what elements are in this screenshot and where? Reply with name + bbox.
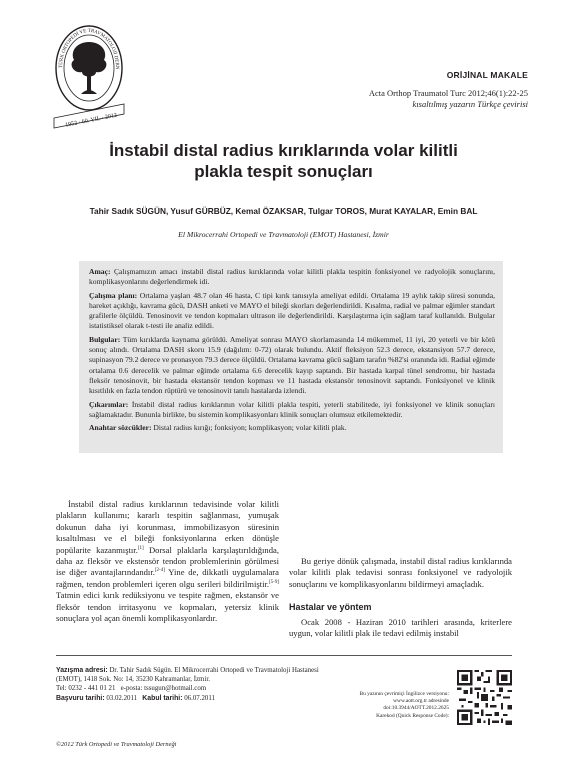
title-line-1: İnstabil distal radius kırıklarında volar kilitli (109, 141, 458, 160)
body-column-left (56, 499, 279, 624)
abstract-keywords: Anahtar sözcükler: Distal radius kırığı; fonksiyon; komplikasyon; volar kilitli plak. (89, 423, 347, 433)
affiliation: El Mikrocerrahi Ortopedi ve Travmatoloji (EMOT) Hastanesi, İzmir (178, 230, 389, 239)
citation-note: kısaltılmış yazarın Türkçe çevirisi (412, 99, 528, 109)
logo-ring-text: TÜRK ORTOPEDİ VE TRAVMATOLOJİ DERN (58, 28, 120, 70)
article-title (0, 140, 567, 182)
body-paragraph: Bu geriye dönük çalışmada, instabil distal radius kırıklarında volar kilitli plak tedavisi sonrası fonksiyonel ve radyolojik sonuçlarını ve komplikasyonlarını bildirmeyi amaçladık. (289, 556, 512, 589)
contact-line: Tel: 0232 - 441 01 21 e-posta: tssugun@hotmail.com (56, 685, 207, 693)
footer-divider (56, 655, 512, 656)
reference-marker: [1] (137, 545, 144, 551)
body-paragraph: Ocak 2008 - Haziran 2010 tarihleri arasında, kriterlere uygun, volar kilitli plak ile tedavi edilmiş instabil (289, 616, 512, 639)
abstract-box (79, 261, 503, 453)
citation (369, 88, 528, 110)
qr-code-icon (457, 670, 512, 725)
correspondence-address: Yazışma adresi: Dr. Tahir Sadık Sügün. El Mikrocerrahi Ortopedi ve Travmatoloji Hastanesi (EMOT), 1418 Sok. No: 14, 35230 Kahramanlar, İzmir. (56, 667, 319, 684)
abstract-aim: Amaç: Çalışmamızın amacı instabil distal radius kırıklarında volar kilitli plakla tespitin fonksiyonel ve radyolojik sonuçlarını, komplikasyonlarını değerlendirmek idi. (89, 267, 495, 287)
logo-banner-text: 1952 · 60. YIL · 2012 (64, 112, 118, 129)
author-list: Tahir Sadık SÜGÜN, Yusuf GÜRBÜZ, Kemal ÖZAKSAR, Tulgar TOROS, Murat KAYALAR, Emin BAL (89, 206, 478, 216)
reference-marker: [2-4] (154, 568, 165, 574)
online-version-note: Bu yazının çevrimiçi İngilizce versiyonu: www.aott.org.tr adresinde doi:10.3944/AOTT.2012.2625 Karekod (Quick Response Code): (359, 691, 449, 719)
body-column-right (289, 556, 512, 639)
dates-line: Başvuru tarihi: 03.02.2011 Kabul tarihi: 06.07.2011 (56, 694, 215, 702)
journal-citation: Acta Orthop Traumatol Turc 2012;46(1):22-25 (368, 88, 528, 98)
body-paragraph: İnstabil distal radius kırıklarının tedavisinde volar kilitli plakların kullanımı; kararlı tespitin sağlanması, yumuşak dokunun daha iyi korunması, immobilizasyon süresinin kısaltılması ve el bileği fonksiyonlarına erken dönüşle popülarite kazanmıştır.[1] Dorsal plaklarla karşılaştırıldığında, daha az fleksör ve ekstensör tendon problemlerinin görülmesi ise diğer avantajlarındandır.[2-4] Yine de, dikkatli uygulamalara rağmen, tendon problemleri içeren olgu serileri bildirilmiştir.[5-9] Tatmin edici kırık redüksiyonu ve tespite rağmen, ekstansör ve fleksör tendon irritasyonu ve kopmaları, yetersiz klinik sonuçlara yol açan önemli komplikasyonlardır. (56, 499, 279, 624)
abstract-results: Bulgular: Tüm kırıklarda kaynama görüldü. Ameliyat sonrası MAYO skorlamasında 14 mükemmel, 11 iyi, 20 yeterli ve bir kötü sonuç alındı. Ortalama DASH skoru 15.9 (dağılım: 0-72) olarak bulundu. Aktif fleksiyon 52.3 derece, ekstansiyon 57.7 derece, supinasyon 79.2 derece ve pronasyon 79.3 derece ölçüldü. Ortalama kavrama gücü sağlam tarafın %82'si oranında idi. Radial eğimde ortalama 0.6 derecelik ve palmar eğimde ortalama 6.6 derecelik kayıp saptandı. Bir hastada karpal tünel sendromu, bir hastada fleksör tenosinovit, bir hastada ekstansör tendon kopması ve 11 hastada ekstansör tenosinovit saptandı. Fonksiyonel ve klinik kısıtlılık en fazla tendon rüptürü ve tenosinovit tanılı hastalarda izlendi. (89, 334, 495, 396)
copyright: ©2012 Türk Ortopedi ve Travmatoloji Derneği (56, 741, 177, 748)
reference-marker: [5-9] (269, 579, 279, 585)
section-tag: ORİJİNAL MAKALE (446, 70, 528, 80)
correspondence-block (56, 666, 326, 703)
abstract-method: Çalışma planı: Ortalama yaşları 48.7 olan 46 hasta, C tipi kırık tanısıyla ameliyat edildi. Ortalama 19 aylık takip süresi sonunda, hareket açıklığı, kavrama gücü, DASH anketi ve MAYO el bileği skorları değerlendirildi. Kısalma, radial ve palmar eğimler standart grafilerle ölçüldü. Tenosinovit ve tendon kopmaları ultrason ile değerlendirildi. Karşılaştırma için sağlam taraf kullanıldı. Bulgular istatistiksel olarak t-testi ile analiz edildi. (89, 290, 496, 331)
association-logo (52, 22, 126, 134)
title-line-2: plakla tespit sonuçları (194, 162, 373, 181)
abstract-conclusion: Çıkarımlar: İnstabil distal radius kırıklarının volar kilitli plakla tespiti, yeterli stabilitede, iyi fonksiyonel ve klinik sonuçları sağlamaktadır. Bununla birlikte, bu sistemin komplikasyonları klinik sonuçları olumsuz etkilemektedir. (89, 399, 495, 419)
section-heading: Hastalar ve yöntem (289, 602, 372, 613)
